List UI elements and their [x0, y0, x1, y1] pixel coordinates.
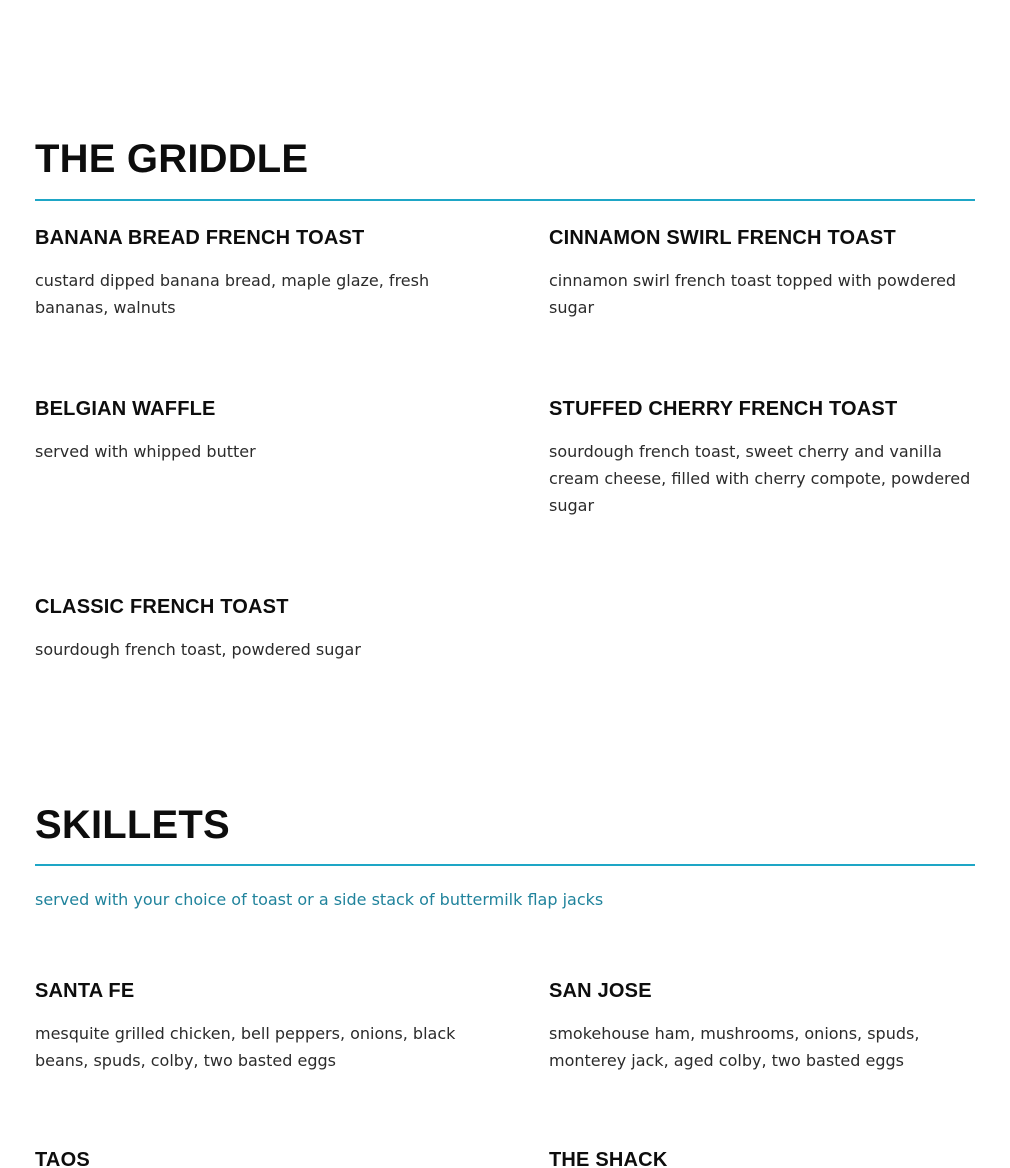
menu-item [35, 979, 485, 1074]
menu-item-name: SAN JOSE [549, 980, 652, 1002]
menu-item-description: custard dipped banana bread, maple glaze, fresh bananas, walnuts [35, 271, 430, 317]
menu-item [549, 979, 974, 1074]
section-divider [35, 864, 975, 866]
menu-item-description: cinnamon swirl french toast topped with powdered sugar [549, 271, 957, 317]
section-divider [35, 199, 975, 201]
section-note: served with your choice of toast or a side stack of buttermilk flap jacks [35, 890, 604, 909]
menu-item-name: STUFFED CHERRY FRENCH TOAST [549, 398, 898, 420]
menu-item-name: CINNAMON SWIRL FRENCH TOAST [549, 227, 896, 249]
menu-item-name: CLASSIC FRENCH TOAST [35, 596, 289, 618]
menu-item-description: sourdough french toast, sweet cherry and vanilla cream cheese, filled with cherry compote, powdered sugar [549, 442, 971, 515]
menu-item-description: sourdough french toast, powdered sugar [35, 640, 361, 659]
menu-item [35, 397, 485, 465]
menu-item-name: BANANA BREAD FRENCH TOAST [35, 227, 365, 249]
menu-item [35, 595, 485, 663]
menu-item-name: TAOS [35, 1149, 90, 1168]
section-title-skillets: SKILLETS [35, 803, 230, 847]
menu-item-name: SANTA FE [35, 980, 135, 1002]
menu-item [549, 226, 974, 321]
menu-item-description: mesquite grilled chicken, bell peppers, onions, black beans, spuds, colby, two basted eggs [35, 1024, 456, 1070]
menu-item-name: BELGIAN WAFFLE [35, 398, 216, 420]
menu-item [549, 397, 974, 519]
menu-item [35, 1148, 485, 1168]
menu-item [549, 1148, 974, 1168]
menu-item-description: smokehouse ham, mushrooms, onions, spuds, monterey jack, aged colby, two basted eggs [549, 1024, 920, 1070]
menu-item-description: served with whipped butter [35, 442, 256, 461]
menu-item [35, 226, 485, 321]
section-title-griddle: THE GRIDDLE [35, 137, 309, 181]
menu-item-name: THE SHACK [549, 1149, 668, 1168]
